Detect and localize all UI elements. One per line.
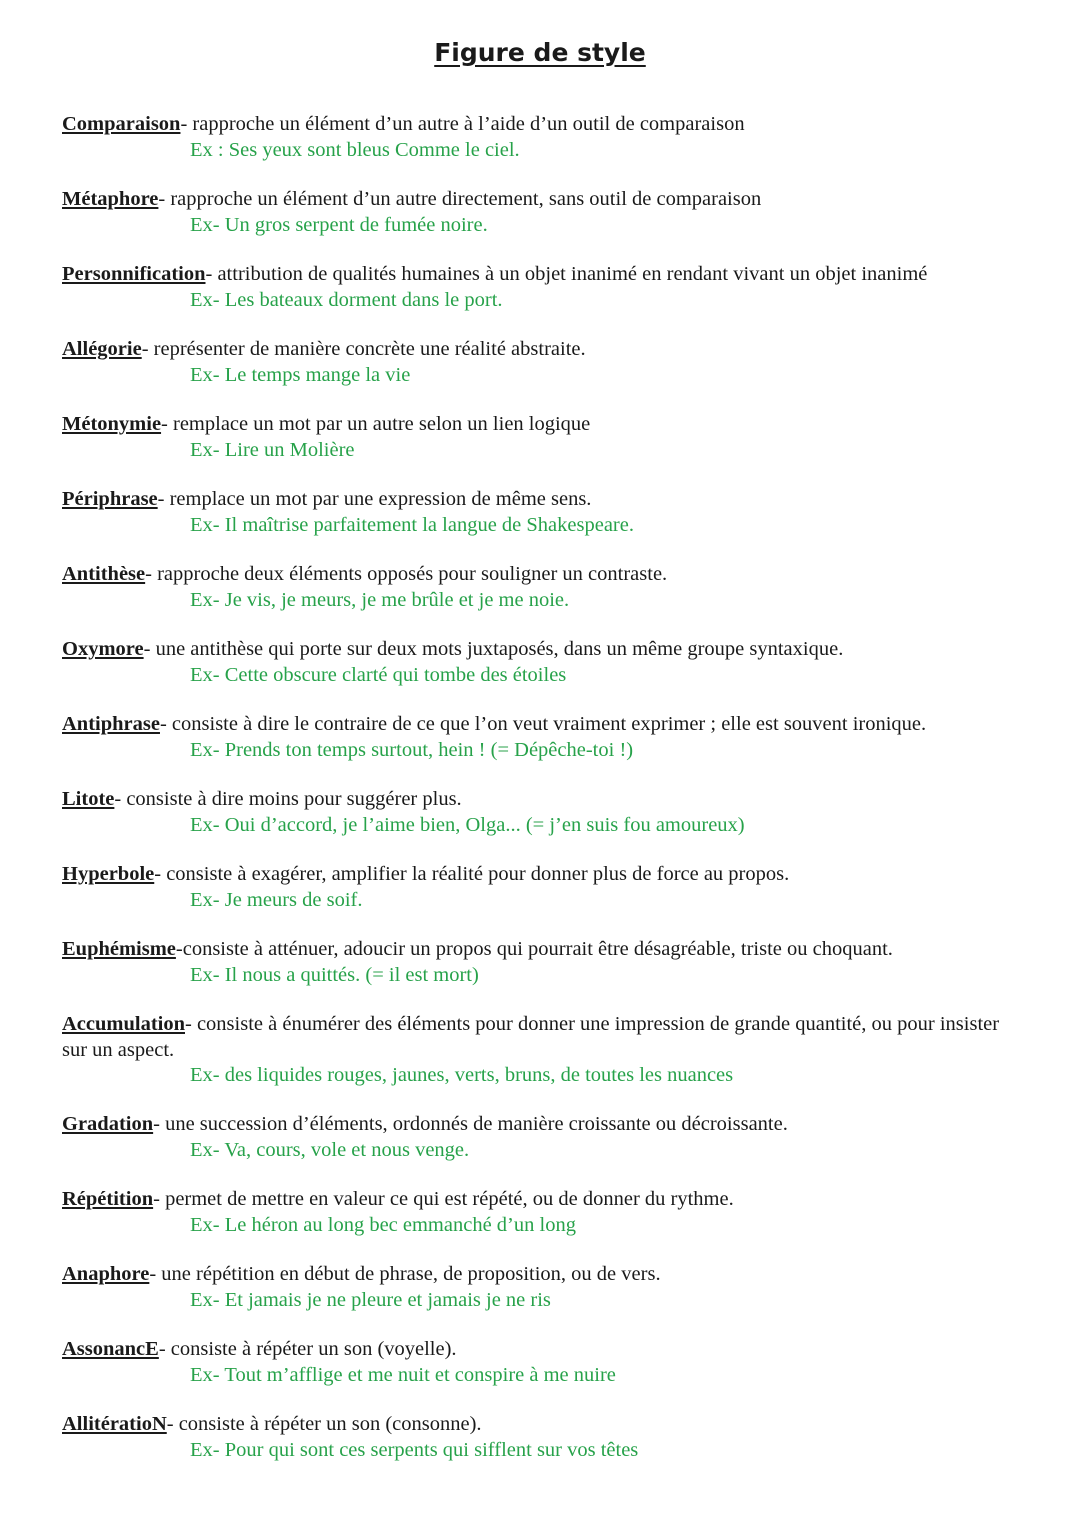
figure-entry [62, 1112, 1012, 1187]
figure-term: Oxymore [62, 638, 144, 660]
figure-definition: permet de mettre en valeur ce qui est répété, ou de donner du rythme. [165, 1188, 734, 1210]
term-separator: - [205, 263, 218, 285]
definition-line [62, 413, 590, 435]
figure-term: Gradation [62, 1113, 154, 1135]
figure-example: Ex- Il maîtrise parfaitement la langue de Shakespeare. [190, 513, 634, 536]
figure-example: Ex- Et jamais je ne pleure et jamais je ne ris [190, 1288, 551, 1311]
figure-term: AllitératioN [62, 1413, 167, 1435]
term-separator: - [145, 563, 158, 585]
definition-line [62, 1263, 661, 1285]
figure-term: Métonymie [62, 413, 162, 435]
figure-term: Comparaison [62, 113, 181, 135]
figure-example: Ex- Le héron au long bec emmanché d’un long [190, 1213, 576, 1236]
figure-term: Litote [62, 788, 115, 810]
definition-line [62, 938, 893, 960]
figure-example: Ex- Pour qui sont ces serpents qui sifflent sur vos têtes [190, 1438, 639, 1461]
term-separator: - [149, 1263, 162, 1285]
figure-entry [62, 637, 1012, 712]
figure-entry [62, 712, 1012, 787]
figure-entry [62, 1012, 1012, 1112]
figure-entry [62, 187, 1012, 262]
term-separator: - [153, 1188, 166, 1210]
figure-term: Périphrase [62, 488, 158, 510]
definition-line [62, 863, 789, 885]
definition-line [62, 1113, 788, 1135]
figure-definition: représenter de manière concrète une réalité abstraite. [153, 338, 586, 360]
term-separator: - [143, 638, 156, 660]
figure-example: Ex : Ses yeux sont bleus Comme le ciel. [190, 138, 520, 161]
term-separator: - [161, 413, 173, 435]
figure-term: Métaphore [62, 188, 159, 210]
figure-example: Ex- Cette obscure clarté qui tombe des étoiles [190, 663, 567, 686]
term-separator: - [141, 338, 154, 360]
figure-entry [62, 1187, 1012, 1262]
definition-line [62, 338, 586, 360]
figure-definition: une antithèse qui porte sur deux mots juxtaposés, dans un même groupe syntaxique. [155, 638, 844, 660]
figure-term: Hyperbole [62, 863, 155, 885]
definition-line [62, 1338, 457, 1360]
figure-entry [62, 1412, 1012, 1487]
figure-term: Antithèse [62, 563, 146, 585]
figure-entry [62, 937, 1012, 1012]
figure-entry [62, 337, 1012, 412]
figure-definition: remplace un mot par un autre selon un lien logique [173, 413, 591, 435]
figure-example: Ex- des liquides rouges, jaunes, verts, bruns, de toutes les nuances [190, 1064, 734, 1086]
definition-line [62, 1188, 734, 1210]
figure-example: Ex- Tout m’afflige et me nuit et conspire à me nuire [190, 1363, 616, 1386]
figure-entry [62, 487, 1012, 562]
figure-entry [62, 412, 1012, 487]
figure-definition: rapproche deux éléments opposés pour souligner un contraste. [157, 563, 668, 585]
figure-example: Ex- Les bateaux dorment dans le port. [190, 288, 503, 311]
figure-example: Ex- Va, cours, vole et nous venge. [190, 1138, 470, 1161]
page-title: Figure de style [434, 38, 646, 67]
figure-definition: consiste à répéter un son (voyelle). [170, 1338, 457, 1360]
figure-term: Accumulation [62, 1013, 185, 1035]
figure-example: Ex- Je vis, je meurs, je me brûle et je me noie. [190, 588, 570, 611]
figure-term: Antiphrase [62, 713, 160, 735]
figure-definition: consiste à dire le contraire de ce que l’on veut vraiment exprimer ; elle est souvent ironique. [171, 713, 927, 735]
term-separator: - [157, 488, 170, 510]
figure-term: Personnification [62, 263, 206, 285]
term-separator: - [159, 713, 172, 735]
figure-entry [62, 787, 1012, 862]
definition-line [62, 488, 591, 510]
term-separator: - [158, 188, 171, 210]
term-separator: - [153, 1113, 166, 1135]
figure-definition: consiste à exagérer, amplifier la réalité pour donner plus de force au propos. [166, 863, 790, 885]
figure-example: Ex- Un gros serpent de fumée noire. [190, 213, 488, 236]
term-separator: - [185, 1013, 197, 1035]
term-separator: - [166, 1413, 179, 1435]
figure-example: Ex- Lire un Molière [190, 438, 355, 461]
definition-line [62, 1013, 999, 1061]
figure-list [62, 112, 1012, 1487]
definition-line [62, 713, 926, 735]
figure-definition: consiste à atténuer, adoucir un propos qui pourrait être désagréable, triste ou choquant. [182, 938, 893, 960]
figure-definition: consiste à dire moins pour suggérer plus. [126, 788, 462, 810]
figure-definition: une répétition en début de phrase, de proposition, ou de vers. [161, 1263, 661, 1285]
figure-term: AssonancE [62, 1338, 159, 1360]
figure-definition: rapproche un élément d’un autre à l’aide d’un outil de comparaison [192, 113, 745, 135]
definition-line [62, 188, 761, 210]
term-separator: - [158, 1338, 171, 1360]
figure-definition: remplace un mot par une expression de même sens. [169, 488, 592, 510]
figure-example: Ex- Prends ton temps surtout, hein ! (= Dépêche-toi !) [190, 738, 634, 761]
figure-example: Ex- Il nous a quittés. (= il est mort) [190, 963, 479, 986]
figure-entry [62, 862, 1012, 937]
figure-term: Euphémisme [62, 938, 176, 960]
figure-term: Répétition [62, 1188, 154, 1210]
figure-definition: une succession d’éléments, ordonnés de manière croissante ou décroissante. [165, 1113, 788, 1135]
figure-example: Ex- Oui d’accord, je l’aime bien, Olga... (= j’en suis fou amoureux) [190, 813, 745, 836]
figure-example: Ex- Je meurs de soif. [190, 888, 363, 911]
figure-definition: consiste à énumérer des éléments pour donner une impression de grande quantité, ou pour insister sur un aspect. [62, 1013, 1000, 1061]
term-separator: - [154, 863, 167, 885]
definition-line [62, 263, 927, 285]
definition-line [62, 788, 462, 810]
figure-definition: attribution de qualités humaines à un objet inanimé en rendant vivant un objet inanimé [217, 263, 928, 285]
term-separator: - [114, 788, 127, 810]
term-separator: - [175, 938, 183, 960]
definition-line [62, 563, 667, 585]
term-separator: - [180, 113, 193, 135]
definition-line [62, 113, 745, 135]
figure-entry [62, 1337, 1012, 1412]
definition-line [62, 1413, 482, 1435]
figure-definition: consiste à répéter un son (consonne). [178, 1413, 482, 1435]
figure-term: Anaphore [62, 1263, 150, 1285]
figure-entry [62, 262, 1012, 337]
figure-entry [62, 112, 1012, 187]
definition-line [62, 638, 843, 660]
figure-entry [62, 1262, 1012, 1337]
figure-term: Allégorie [62, 338, 142, 360]
figure-definition: rapproche un élément d’un autre directement, sans outil de comparaison [170, 188, 762, 210]
figure-example: Ex- Le temps mange la vie [190, 363, 411, 386]
figure-entry [62, 562, 1012, 637]
